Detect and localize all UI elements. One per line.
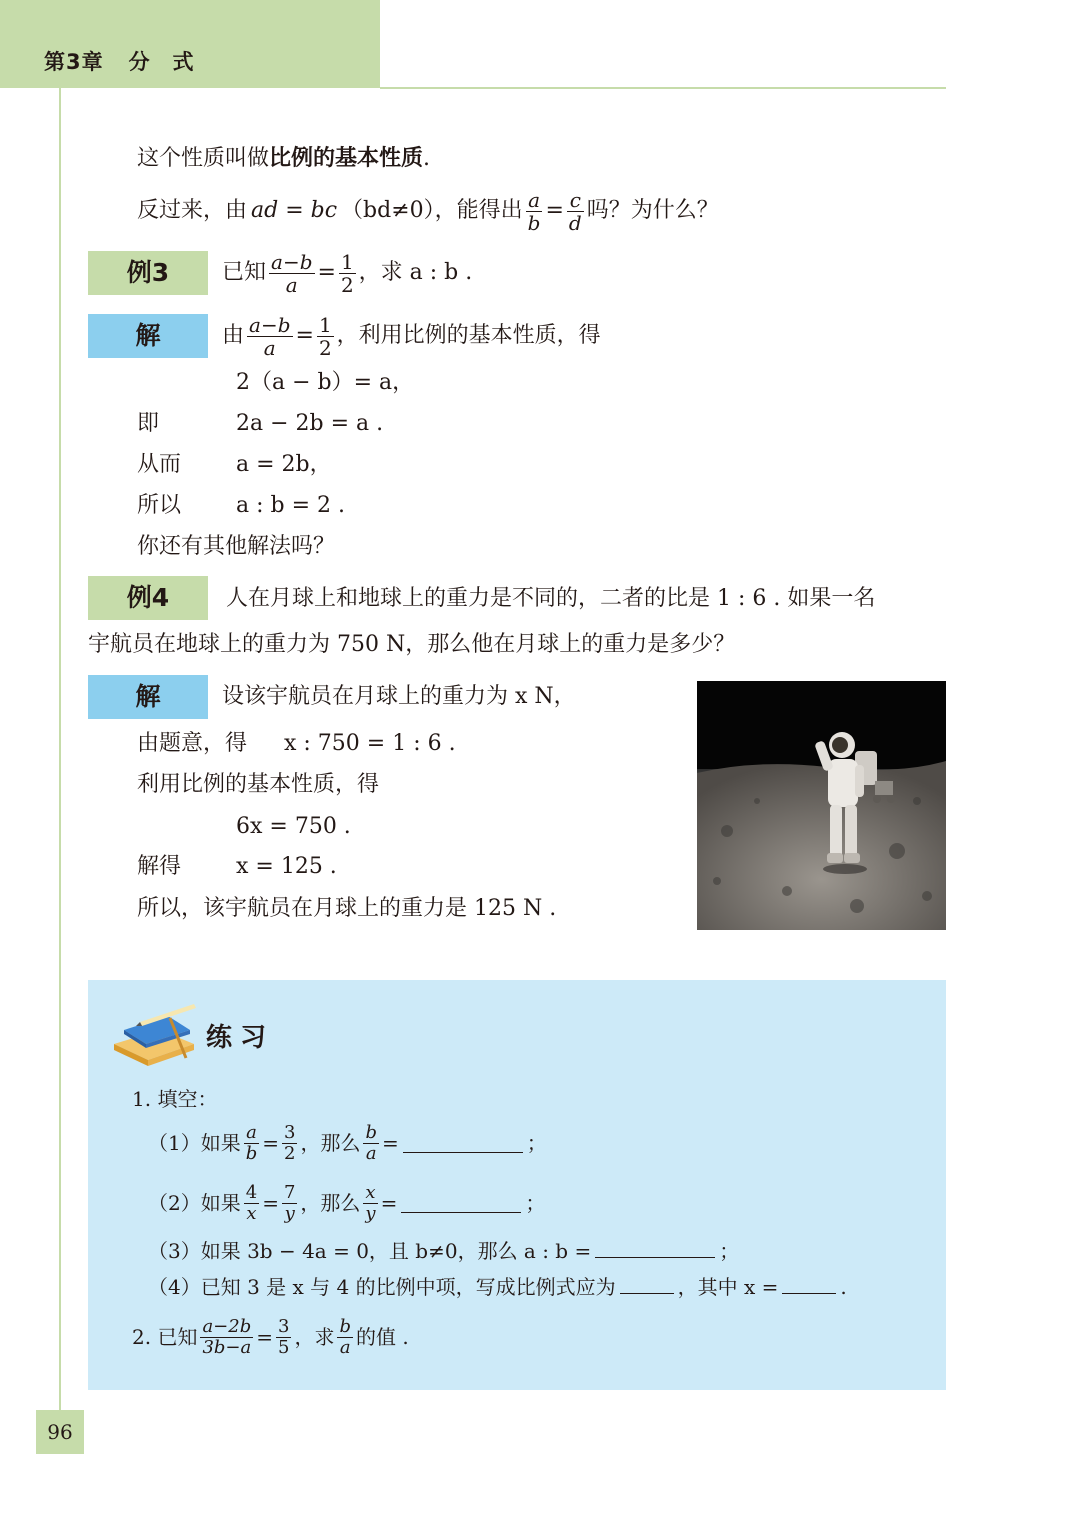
text: ，其中 x = [677,1275,779,1299]
fraction [269,251,314,296]
fraction [526,189,543,234]
example3-tag: 例3 [88,251,208,295]
page-number: 96 [36,1410,84,1454]
astronaut-photo [697,681,946,930]
text: 由 [222,323,245,348]
ex4-step-1-label: 由题意，得 [137,731,248,756]
numerator: c [567,189,584,212]
text: ，利用比例的基本性质，得 [336,323,601,348]
equals: = [256,1325,274,1349]
ex4-step-4: x = 125 . [236,854,337,879]
margin-rule [59,88,61,1418]
numerator: b [365,1121,378,1143]
ex3-step-4-label: 所以 [137,493,182,518]
denominator: d [568,210,582,235]
denominator: a [365,1142,377,1164]
fraction [244,1123,260,1164]
denominator: y [365,1202,376,1224]
equals: = [317,260,336,285]
ex3-step-2: 2a − 2b = a . [236,411,384,436]
math-expr: ad = bc [251,198,338,223]
example3-solution-tag: 解 [88,314,208,358]
text: （4）已知 3 是 x 与 4 的比例中项，写成比例式应为 [148,1275,616,1299]
ex4-step-3: 6x = 750 . [236,814,351,839]
text: 吗？为什么？ [586,198,719,223]
ex4-sol-line1: 设该宇航员在月球上的重力为 x N， [222,684,576,709]
fraction [282,1123,297,1164]
books-pencil-icon [110,1000,198,1076]
ex3-closing: 你还有其他解法吗？ [137,534,336,559]
fraction [276,1317,291,1358]
fraction [363,1183,377,1224]
q2 [132,1312,409,1362]
equals: = [545,198,564,223]
q1-label: 1. 填空： [132,1087,218,1111]
denominator: 2 [284,1142,296,1164]
denominator: b [245,1142,258,1164]
numerator: a [526,189,543,212]
ex4-step-1: x : 750 = 1 : 6 . [284,731,456,756]
fraction [282,1183,297,1224]
fraction [244,1183,259,1224]
text: （bd≠0），能得出 [341,198,523,223]
chapter-number: 第3章 [44,50,104,74]
example4-tag: 例4 [88,576,208,620]
answer-blank[interactable] [620,1275,674,1294]
practice-title: 练习 [206,1023,275,1053]
answer-blank[interactable] [403,1134,523,1153]
numerator: 1 [318,312,332,337]
example3-solution-intro [222,308,601,364]
text: . [840,1275,847,1299]
text: ，那么 [300,1191,361,1215]
answer-blank[interactable] [782,1275,836,1294]
numerator: a−b [271,249,313,274]
denominator: x [246,1202,257,1224]
equals: = [382,1131,399,1155]
fraction [337,1317,353,1358]
answer-blank[interactable] [401,1194,521,1213]
numerator: b [339,1315,351,1337]
denominator: a [285,272,298,297]
numerator: 1 [340,249,354,274]
q1-4 [148,1272,847,1302]
q1-3 [148,1236,739,1266]
text: 2. 已知 [132,1325,198,1349]
text: 这个性质叫做 [137,146,270,171]
denominator: a [339,1336,351,1358]
denominator: 5 [278,1336,290,1358]
ex3-step-4: a : b = 2 . [236,493,346,518]
equals: = [295,323,314,348]
ex4-step-4-label: 解得 [137,854,182,879]
example4-solution-tag: 解 [88,675,208,719]
ex4-step-2-label: 利用比例的基本性质，得 [137,772,380,797]
bold-term: 比例的基本性质 [269,146,424,171]
text: ，那么 [300,1131,361,1155]
denominator: 2 [340,272,354,297]
numerator: a−b [249,312,291,337]
numerator: 3 [284,1121,296,1143]
text: ，求 [294,1325,335,1349]
example4-text-line2: 宇航员在地球上的重力为 750 N，那么他在月球上的重力是多少？ [88,632,736,657]
chapter-title: 分 式 [128,50,195,74]
numerator: 3 [278,1315,290,1337]
fraction [317,314,334,359]
text: （3）如果 3b − 4a = 0，且 b≠0，那么 a : b = [148,1239,592,1263]
text: ； [526,1131,547,1155]
ex3-step-2-label: 即 [137,411,160,436]
equals: = [262,1131,280,1155]
denominator: 3b−a [202,1336,252,1358]
ex3-step-1: 2（a − b）= a， [236,370,415,395]
denominator: y [284,1202,295,1224]
ex4-conclusion: 所以，该宇航员在月球上的重力是 125 N . [137,896,557,921]
denominator: b [527,210,541,235]
property-line [137,144,430,174]
text: ，求 a : b . [358,260,473,285]
fraction [247,314,292,359]
fraction [339,251,356,296]
fraction [567,189,584,234]
fraction [363,1123,379,1164]
numerator: 7 [283,1181,296,1203]
q1-1 [148,1118,547,1168]
converse-line [137,184,719,238]
moon-surface-illustration [697,681,946,930]
ex3-step-3-label: 从而 [137,452,182,477]
numerator: x [363,1183,377,1204]
header-rule [380,87,946,89]
text: ； [525,1191,546,1215]
text: 的值 . [356,1325,409,1349]
numerator: a [244,1123,260,1144]
equals: = [262,1191,279,1215]
ex3-step-3: a = 2b， [236,452,332,477]
q1-2 [148,1178,545,1228]
numerator: a−2b [202,1315,252,1337]
equals: = [380,1191,398,1215]
example3-statement [222,245,472,301]
chapter-header [44,46,195,76]
text: （2）如果 [148,1191,241,1215]
denominator: 2 [318,335,332,360]
text: 反过来，由 [137,198,248,223]
answer-blank[interactable] [595,1239,715,1258]
numerator: 4 [245,1181,258,1203]
text: 已知 [222,260,267,285]
text: . [423,146,431,171]
fraction [200,1317,253,1358]
text: ； [719,1239,740,1263]
example4-text-line1: 人在月球上和地球上的重力是不同的，二者的比是 1 : 6 . 如果一名 [226,586,876,611]
denominator: a [263,335,276,360]
text: （1）如果 [148,1131,241,1155]
